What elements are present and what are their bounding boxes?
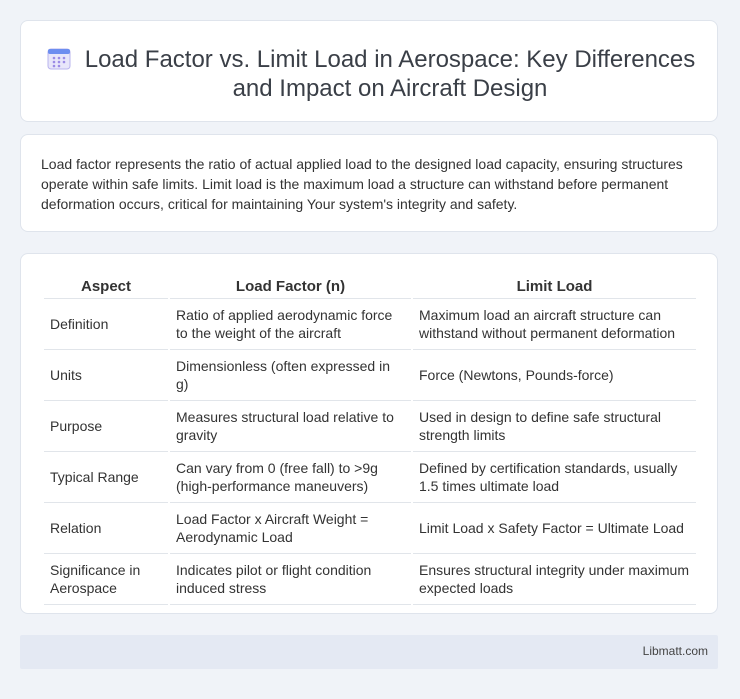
table-card [20, 253, 718, 614]
footer-bar [20, 635, 718, 669]
intro-paragraph: Load factor represents the ratio of actual applied load to the designed load capacity, ensuring structures operate within safe limits. Limit load is the maximum load a structure can withstand before permanent deformation occurs, critical for maintaining Your system's integrity and safety. [41, 156, 683, 212]
cell-limit-load: Force (Newtons, Pounds-force) [413, 350, 696, 401]
cell-aspect: Purpose [44, 401, 168, 452]
cell-load-factor: Can vary from 0 (free fall) to >9g (high-performance maneuvers) [170, 452, 411, 503]
cell-load-factor: Load Factor x Aircraft Weight = Aerodynamic Load [170, 503, 411, 554]
table-header-row [44, 274, 696, 299]
cell-limit-load: Used in design to define safe structural strength limits [413, 401, 696, 452]
page-title: Load Factor vs. Limit Load in Aerospace: Key Differences and Impact on Aircraft Design [84, 46, 696, 102]
header-load-factor: Load Factor (n) [170, 274, 411, 299]
cell-limit-load: Maximum load an aircraft structure can withstand without permanent deformation [413, 299, 696, 350]
comparison-table [42, 274, 698, 605]
cell-limit-load: Ensures structural integrity under maximum expected loads [413, 554, 696, 605]
table-row [44, 401, 696, 452]
table-row [44, 452, 696, 503]
cell-aspect: Units [44, 350, 168, 401]
cell-load-factor: Ratio of applied aerodynamic force to the weight of the aircraft [170, 299, 411, 350]
cell-aspect: Definition [44, 299, 168, 350]
cell-load-factor: Indicates pilot or flight condition induced stress [170, 554, 411, 605]
cell-limit-load: Defined by certification standards, usually 1.5 times ultimate load [413, 452, 696, 503]
header-limit-load: Limit Load [413, 274, 696, 299]
header-aspect: Aspect [44, 274, 168, 299]
title-card [20, 20, 718, 122]
cell-aspect: Significance in Aerospace [44, 554, 168, 605]
cell-load-factor: Measures structural load relative to gravity [170, 401, 411, 452]
cell-limit-load: Limit Load x Safety Factor = Ultimate Load [413, 503, 696, 554]
intro-card [20, 134, 718, 232]
table-row [44, 503, 696, 554]
cell-aspect: Relation [44, 503, 168, 554]
table-row [44, 350, 696, 401]
table-row [44, 299, 696, 350]
calendar-grid-icon [47, 47, 71, 71]
cell-aspect: Typical Range [44, 452, 168, 503]
footer-site-link[interactable]: Libmatt.com [642, 644, 708, 658]
cell-load-factor: Dimensionless (often expressed in g) [170, 350, 411, 401]
table-row [44, 554, 696, 605]
